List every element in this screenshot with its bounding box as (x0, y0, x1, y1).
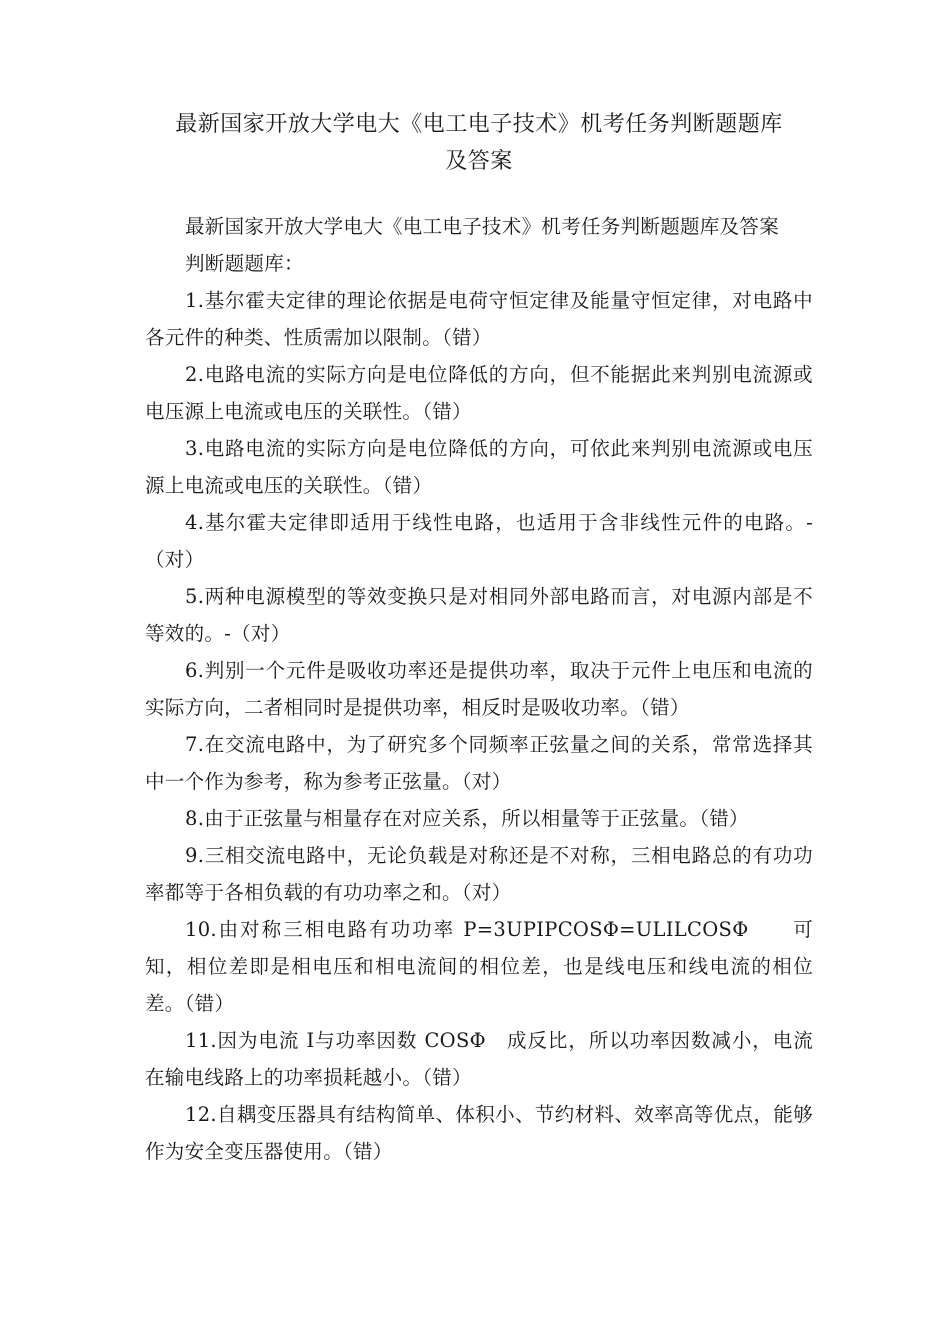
question-item-5: 5.两种电源模型的等效变换只是对相同外部电路而言，对电源内部是不等效的。-（对） (145, 585, 813, 645)
question-item-4: 4.基尔霍夫定律即适用于线性电路，也适用于含非线性元件的电路。-（对） (145, 511, 813, 571)
question-item-9: 9.三相交流电路中，无论负载是对称还是不对称，三相电路总的有功功率都等于各相负载的有功功率之和。（对） (145, 844, 813, 904)
question-item-7: 7.在交流电路中，为了研究多个同频率正弦量之间的关系，常常选择其中一个作为参考，称为参考正弦量。（对） (145, 733, 813, 793)
question-item-6: 6.判别一个元件是吸收功率还是提供功率，取决于元件上电压和电流的实际方向，二者相同时是提供功率，相反时是吸收功率。（错） (145, 659, 813, 719)
question-item-8: 8.由于正弦量与相量存在对应关系，所以相量等于正弦量。（错） (185, 807, 749, 830)
intro-paragraph: 最新国家开放大学电大《电工电子技术》机考任务判断题题库及答案 (185, 215, 780, 238)
title-line-2: 及答案 (445, 149, 513, 174)
question-item-12: 12.自耦变压器具有结构简单、体积小、节约材料、效率高等优点，能够作为安全变压器使用。（错） (145, 1103, 813, 1163)
question-item-11: 11.因为电流 I与功率因数 COSΦ 成反比，所以功率因数减小，电流在输电线路上的功率损耗越小。（错） (145, 1029, 813, 1089)
document-title (145, 106, 813, 180)
question-item-2: 2.电路电流的实际方向是电位降低的方向，但不能据此来判别电流源或电压源上电流或电压的关联性。（错） (145, 363, 813, 423)
document-page (145, 106, 813, 1170)
question-item-1: 1.基尔霍夫定律的理论依据是电荷守恒定律及能量守恒定律，对电路中各元件的种类、性质需加以限制。（错） (145, 289, 813, 349)
question-item-3: 3.电路电流的实际方向是电位降低的方向，可依此来判别电流源或电压源上电流或电压的关联性。（错） (145, 437, 813, 497)
question-item-10: 10.由对称三相电路有功功率 P=3UPIPCOSΦ=ULILCOSΦ 可知，相位差即是相电压和相电流间的相位差，也是线电压和线电流的相位差。（错） (145, 918, 813, 1015)
section-label: 判断题题库： (185, 252, 304, 275)
title-line-1: 最新国家开放大学电大《电工电子技术》机考任务判断题题库 (175, 112, 783, 137)
